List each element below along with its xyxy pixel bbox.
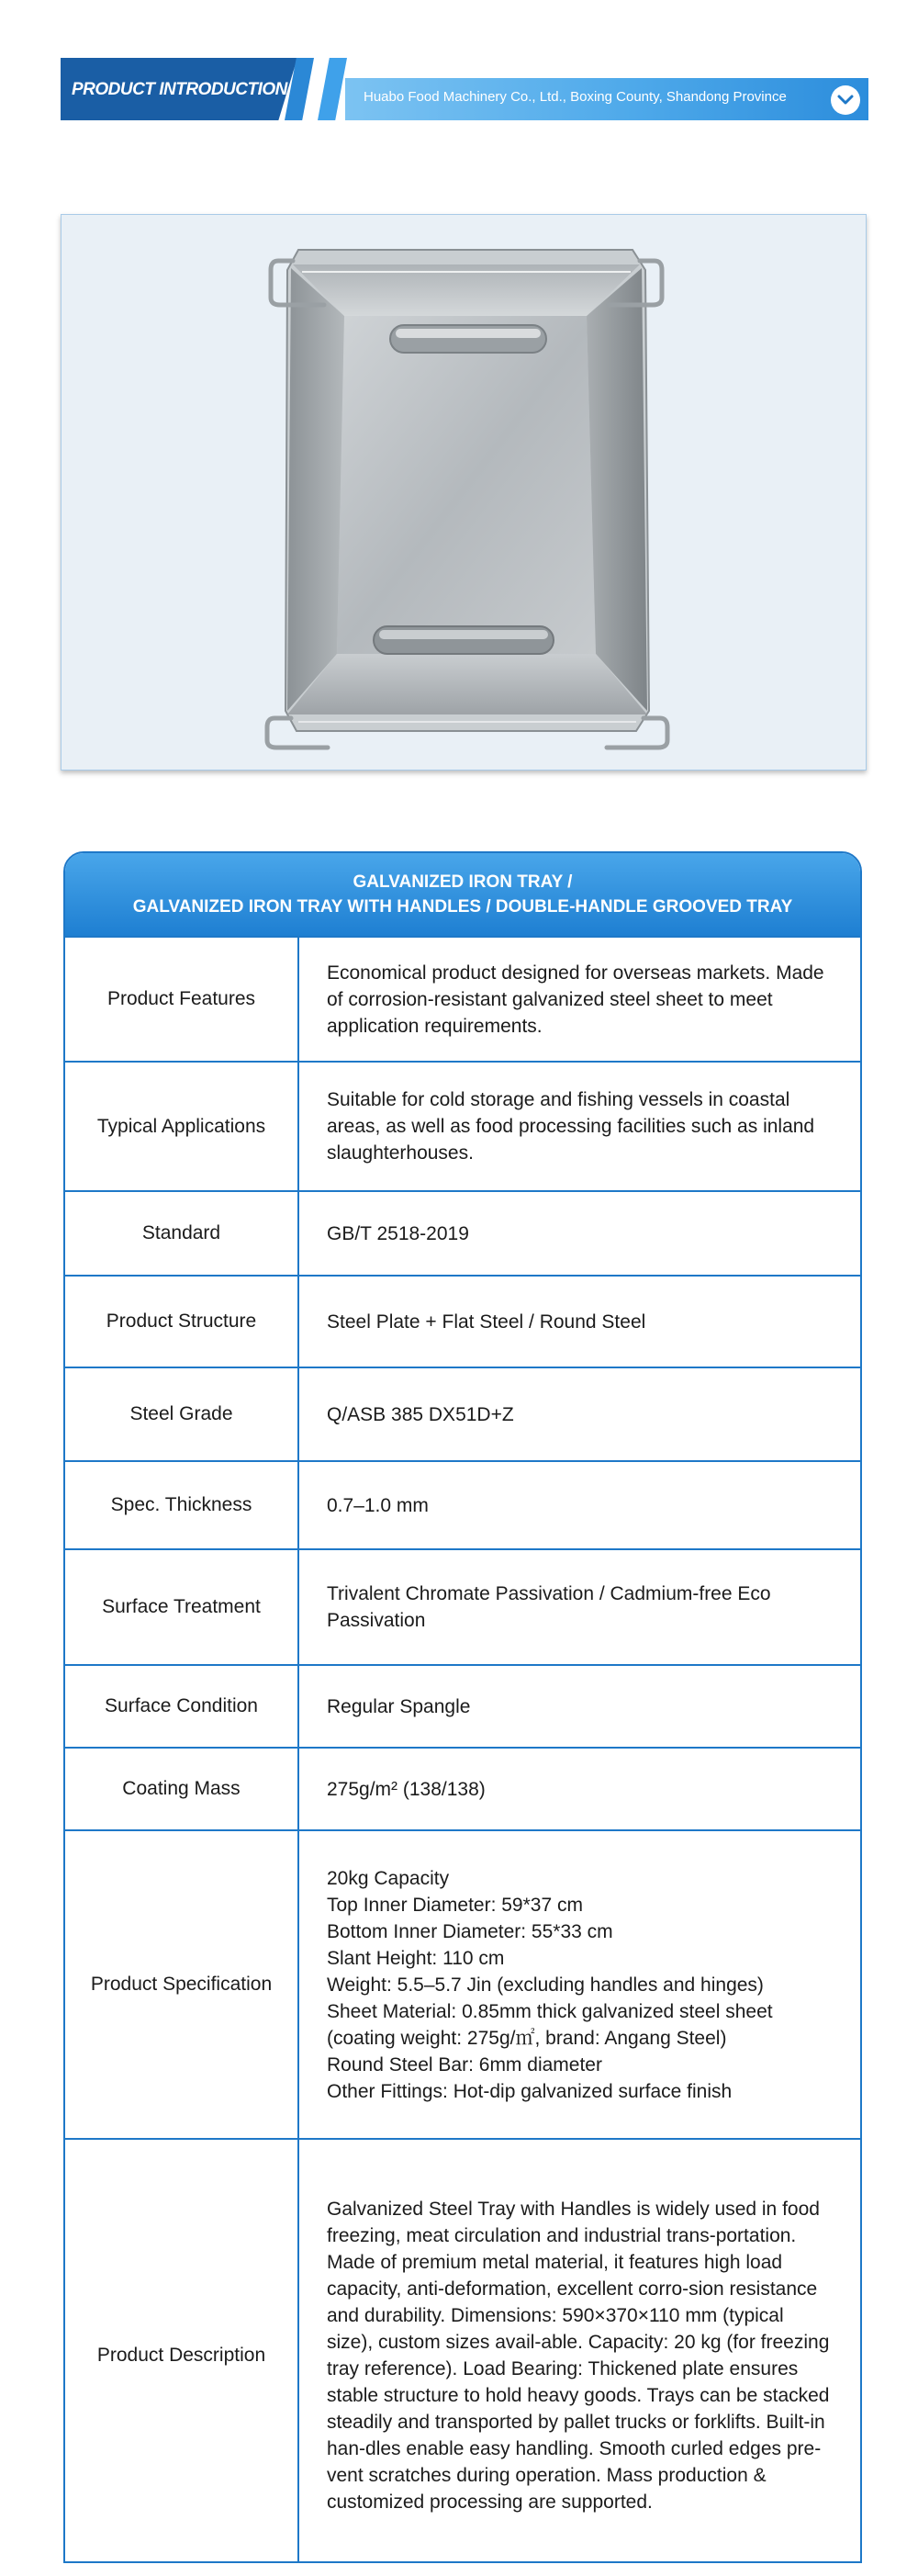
spec-table <box>63 851 862 2563</box>
table-row <box>65 1190 860 1275</box>
row-label: Spec. Thickness <box>65 1462 299 1548</box>
row-value: Steel Plate + Flat Steel / Round Steel <box>327 1310 646 1333</box>
row-label: Surface Condition <box>65 1666 299 1747</box>
table-row <box>65 2138 860 2563</box>
table-title <box>65 853 860 936</box>
row-label: Product Description <box>65 2140 299 2563</box>
table-row <box>65 1829 860 2138</box>
table-row <box>65 1548 860 1664</box>
row-label: Typical Applications <box>65 1063 299 1190</box>
row-value: Regular Spangle <box>327 1695 471 1717</box>
row-value: Suitable for cold storage and fishing vessels in coastal areas, as well as food processing facilities such as inland slaughterhouses. <box>327 1089 815 1164</box>
chevron-down-icon[interactable] <box>831 85 860 115</box>
product-photo <box>61 214 867 771</box>
company-name: Huabo Food Machinery Co., Ltd., Boxing County, Shandong Province <box>364 89 787 105</box>
row-value: 275g/m² (138/138) <box>327 1778 486 1800</box>
row-value: Economical product designed for overseas markets. Made of corrosion-resistant galvanized steel sheet to meet application requirements. <box>327 962 824 1037</box>
row-value: 0.7–1.0 mm <box>327 1494 429 1516</box>
row-label: Product Structure <box>65 1277 299 1367</box>
table-row <box>65 1747 860 1829</box>
row-label: Product Features <box>65 938 299 1061</box>
table-row <box>65 1664 860 1747</box>
table-row <box>65 936 860 1061</box>
table-row <box>65 1367 860 1460</box>
section-banner <box>61 58 868 120</box>
table-row <box>65 1061 860 1190</box>
row-label: Product Specification <box>65 1831 299 2138</box>
galvanized-tray-photo <box>62 215 866 770</box>
row-value: Q/ASB 385 DX51D+Z <box>327 1403 514 1425</box>
table-row <box>65 1460 860 1548</box>
table-title-line2: GALVANIZED IRON TRAY WITH HANDLES / DOUBLE-HANDLE GROOVED TRAY <box>132 897 793 917</box>
banner-stripe <box>318 58 347 120</box>
row-label: Surface Treatment <box>65 1550 299 1664</box>
row-value: 20kg Capacity Top Inner Diameter: 59*37 cm Bottom Inner Diameter: 55*33 cm Slant Height: 110 cm Weight: 5.5–5.7 Jin (excluding handles and hinges) Sheet Material: 0.85mm thick galvanized steel sheet (coating weight: 275g/㎡, brand: Angang Steel) Round Steel Bar: 6mm diameter Other Fittings: Hot-dip galvanized surface finish <box>327 1867 773 2102</box>
section-title: PRODUCT INTRODUCTION <box>72 80 287 99</box>
table-title-line1: GALVANIZED IRON TRAY / <box>353 872 573 892</box>
row-value: Galvanized Steel Tray with Handles is widely used in food freezing, meat circulation and industrial trans-portation. Made of premium metal material, it features high load capacity, anti-deformation, excellent corro-sion resistance and durability. Dimensions: 590×370×110 mm (typical size), custom sizes avail-able. Capacity: 20 kg (for freezing tray reference). Load Bearing: Thickened plate ensures stable structure to hold heavy goods. Trays can be stacked steadily and transported by pallet trucks or forklifts. Built-in han-dles enable easy handling. Smooth curled edges pre-vent scratches during operation. Mass production & customized processing are supported. <box>327 2199 830 2513</box>
row-label: Coating Mass <box>65 1749 299 1829</box>
row-label: Standard <box>65 1192 299 1275</box>
row-value: GB/T 2518-2019 <box>327 1222 469 1244</box>
row-value: Trivalent Chromate Passivation / Cadmium-free Eco Passivation <box>327 1583 771 1631</box>
row-label: Steel Grade <box>65 1368 299 1460</box>
table-row <box>65 1275 860 1367</box>
